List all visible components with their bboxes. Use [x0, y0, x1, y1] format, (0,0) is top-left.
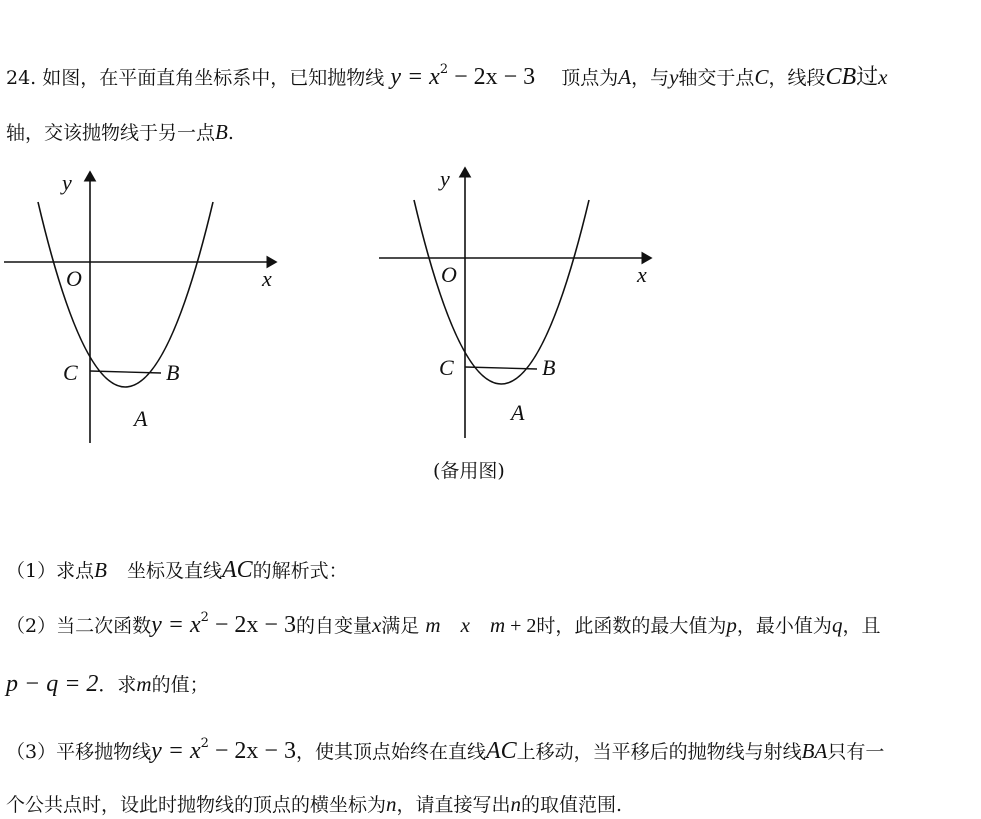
fig1-b-label: B — [166, 360, 180, 385]
point-c-label: C — [754, 65, 769, 89]
x-axis-label: x — [878, 65, 888, 89]
fig1-x-label: x — [262, 266, 272, 291]
segment-cb-label: CB — [825, 64, 857, 90]
fig2-x-label: x — [637, 262, 647, 287]
fig2-a-label: A — [511, 400, 525, 425]
fig1-origin-label: O — [66, 266, 82, 291]
q3-eq-b: − 2x − 3 — [208, 738, 296, 764]
q3-ray-ba: BA — [801, 739, 828, 763]
figure-2 — [375, 160, 665, 450]
question-2-line-1 — [6, 610, 880, 639]
q2-rest-7: 的值； — [151, 674, 209, 696]
q3-n: n — [386, 792, 397, 816]
q2-rest-4: ，最小值为 — [736, 615, 832, 637]
q2-plus-2: + 2 — [505, 615, 537, 637]
q2-exp: 2 — [200, 610, 209, 625]
problem-end: . — [227, 122, 234, 144]
q2-q: q — [831, 613, 843, 637]
intro-mid-3: ，线段 — [768, 67, 826, 89]
q2-x-2: x — [460, 613, 470, 637]
q1-rest-2: 的解析式： — [252, 560, 348, 582]
question-3-line-2 — [6, 790, 622, 817]
vertex-text: 顶点为 — [561, 67, 619, 89]
question-3-line-1 — [6, 736, 884, 765]
q3-exp: 2 — [200, 736, 209, 751]
guo-text: 过 — [856, 65, 879, 90]
fig1-c-label: C — [63, 360, 78, 385]
q2-condition: p − q = 2 — [6, 671, 99, 697]
q3-eq-a: y = x — [151, 738, 201, 764]
point-a-label: A — [618, 65, 632, 89]
q3-rest-2: 上移动，当平移后的抛物线与射线 — [516, 741, 802, 763]
q2-eq-b: − 2x − 3 — [208, 612, 296, 638]
question-1 — [6, 556, 348, 584]
q3-line-2b: ，请直接写出 — [396, 794, 511, 816]
problem-number: 24. — [6, 67, 37, 89]
q3-rest-1: ，使其顶点始终在直线 — [295, 741, 486, 763]
q1-rest: 坐标及直线 — [126, 560, 222, 582]
q2-p: p — [726, 613, 737, 637]
problem-intro: 如图，在平面直角坐标系中，已知抛物线 — [42, 67, 385, 89]
q2-m: m — [425, 613, 441, 637]
equation-lhs: y = x — [390, 64, 440, 90]
q2-m-3: m — [136, 672, 152, 696]
q1-point-b: B — [94, 558, 107, 582]
q2-rest-6: ．求 — [98, 674, 137, 696]
q1-line-ac: AC — [221, 557, 253, 583]
backup-figure-caption: (备用图) — [433, 460, 505, 482]
intro-mid-2: 轴交于点 — [678, 67, 755, 89]
q3-line-2c: 的取值范围. — [521, 794, 623, 816]
figure-1 — [0, 160, 290, 460]
problem-line-2 — [6, 118, 234, 145]
fig2-y-label: y — [440, 166, 450, 191]
intro-mid-1: ，与 — [631, 67, 670, 89]
equation-rhs: − 2x − 3 — [448, 64, 536, 90]
fig2-b-label: B — [542, 355, 556, 380]
q3-line-ac: AC — [485, 738, 517, 764]
q3-label: （3）平移抛物线 — [6, 741, 152, 763]
q2-m-2: m — [489, 613, 506, 637]
q2-x: x — [371, 613, 382, 637]
q3-line-2a: 个公共点时，设此时抛物线的顶点的横坐标为 — [6, 794, 387, 816]
q2-label: （2）当二次函数 — [6, 615, 152, 637]
q1-label: （1）求点 — [6, 560, 95, 582]
y-axis-label: y — [669, 65, 679, 89]
point-b-label: B — [215, 120, 228, 144]
problem-line-2-text: 轴，交该抛物线于另一点 — [6, 122, 216, 144]
fig1-a-label: A — [134, 406, 148, 431]
equation-exponent: 2 — [439, 62, 449, 77]
fig1-y-label: y — [62, 170, 72, 195]
q2-rest-5: ，且 — [842, 615, 881, 637]
problem-line-1 — [6, 60, 887, 91]
q3-rest-3: 只有一 — [827, 741, 885, 763]
fig2-origin-label: O — [441, 262, 457, 287]
fig2-c-label: C — [439, 355, 454, 380]
q2-rest-2: 满足 — [381, 615, 420, 637]
question-2-line-2 — [6, 670, 209, 698]
q2-eq-a: y = x — [151, 612, 201, 638]
q3-n-2: n — [510, 792, 522, 816]
q2-rest-1: 的自变量 — [295, 615, 372, 637]
q2-rest-3: 时，此函数的最大值为 — [536, 615, 727, 637]
